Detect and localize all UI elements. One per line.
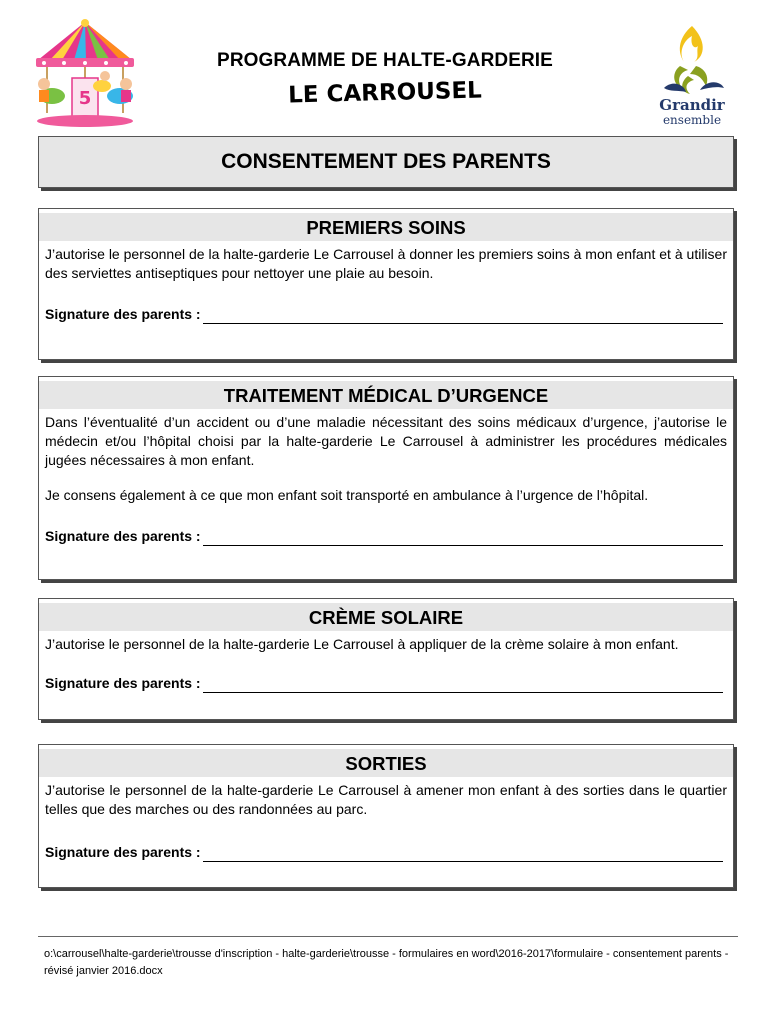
signature-row <box>45 843 727 862</box>
footer-divider <box>38 936 738 937</box>
program-title: PROGRAMME DE HALTE-GARDERIE <box>217 50 553 71</box>
svg-text:5: 5 <box>78 88 92 109</box>
signature-line[interactable] <box>203 532 723 546</box>
signature-row <box>45 674 727 693</box>
signature-label: Signature des parents : <box>45 675 201 691</box>
section-heading: SORTIES <box>39 749 733 777</box>
section-traitement-medical-urgence <box>38 376 734 580</box>
section-heading: PREMIERS SOINS <box>39 213 733 241</box>
section-creme-solaire <box>38 598 734 720</box>
section-heading: TRAITEMENT MÉDICAL D’URGENCE <box>39 381 733 409</box>
carousel-logo <box>30 18 140 130</box>
section-paragraph: J’autorise le personnel de la halte-garderie Le Carrousel à appliquer de la crème solaire à mon enfant. <box>45 636 679 652</box>
signature-line[interactable] <box>203 310 723 324</box>
signature-row <box>45 527 727 546</box>
grandir-ensemble-logo <box>650 22 736 130</box>
signature-label: Signature des parents : <box>45 528 201 544</box>
footer-file-path: o:\carrousel\halte-garderie\trousse d'inscription - halte-garderie\trousse - formulaires en word\2016-2017\formulaire - consentement parents - révisé janvier 2016.docx <box>44 948 729 977</box>
grandir-logo-line1: Grandir <box>659 96 725 114</box>
section-paragraph: J’autorise le personnel de la halte-garderie Le Carrousel à donner les premiers soins à mon enfant et à utiliser des serviettes antiseptiques pour nettoyer une plaie au besoin. <box>45 246 727 281</box>
program-name: LE CARROUSEL <box>287 77 483 109</box>
signature-row <box>45 305 727 324</box>
signature-label: Signature des parents : <box>45 844 201 860</box>
section-heading: CRÈME SOLAIRE <box>39 603 733 631</box>
signature-line[interactable] <box>203 679 723 693</box>
signature-label: Signature des parents : <box>45 306 201 322</box>
main-title: CONSENTEMENT DES PARENTS <box>221 150 551 173</box>
main-title-box <box>38 136 734 188</box>
signature-line[interactable] <box>203 848 723 862</box>
section-sorties <box>38 744 734 888</box>
page-header <box>0 0 770 130</box>
section-paragraph: Dans l’éventualité d’un accident ou d’une maladie nécessitant des soins médicaux d’urgence, j’autorise le médecin et/ou l’hôpital choisi par la halte-garderie Le Carrousel à administrer les procédures médicales jugées nécessaires à mon enfant. <box>45 414 727 468</box>
section-premiers-soins <box>38 208 734 360</box>
grandir-logo-line2: ensemble <box>662 113 722 127</box>
section-paragraph: J’autorise le personnel de la halte-garderie Le Carrousel à amener mon enfant à des sorties dans le quartier telles que des marches ou des randonnées au parc. <box>45 782 727 817</box>
section-paragraph: Je consens également à ce que mon enfant soit transporté en ambulance à l’urgence de l’hôpital. <box>45 487 649 503</box>
